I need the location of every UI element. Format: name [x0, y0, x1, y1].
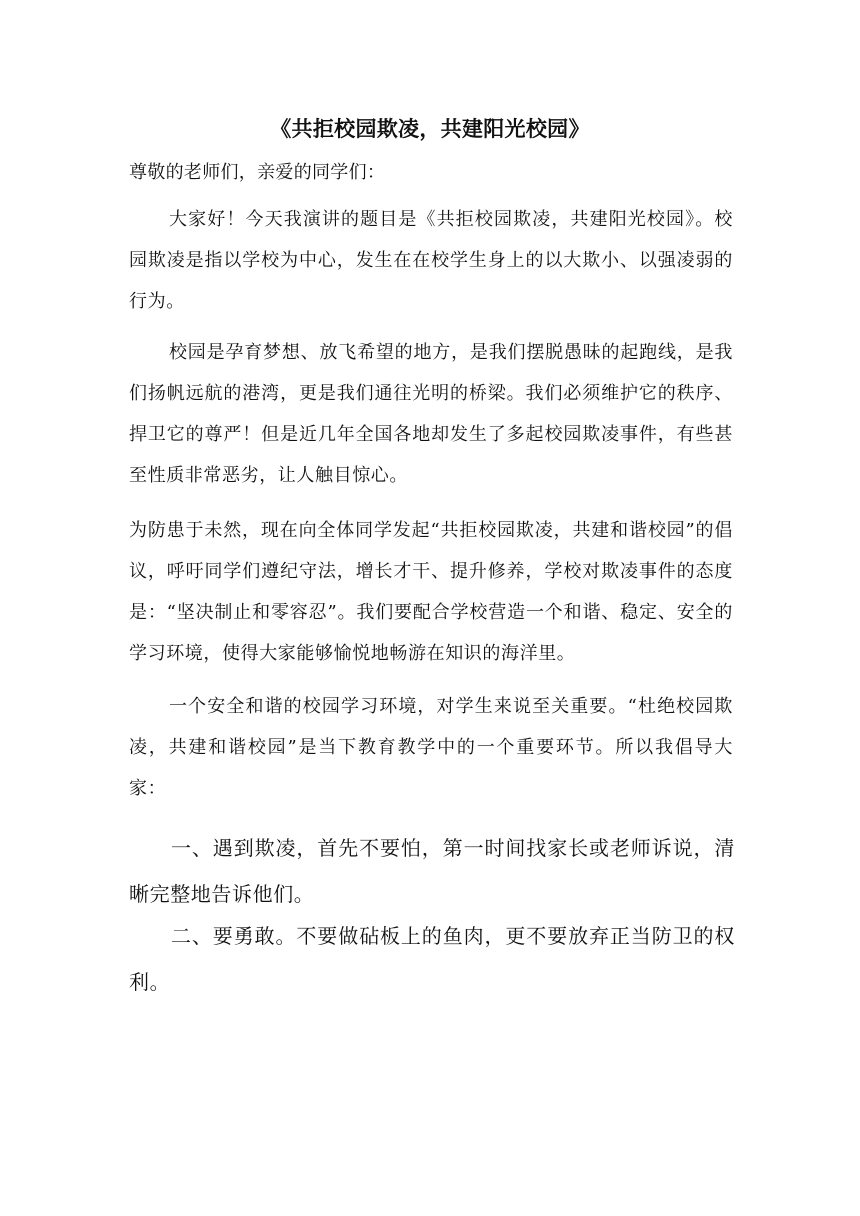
point-two: 二、要勇敢。不要做砧板上的鱼肉，更不要放弃正当防卫的权利。: [129, 924, 735, 994]
paragraph-environment: 一个安全和谐的校园学习环境，对学生来说至关重要。“杜绝校园欺凌，共建和谐校园”是当下教育教学中的一个重要环节。所以我倡导大家：: [129, 696, 733, 799]
point-one: 一、遇到欺凌，首先不要怕，第一时间找家长或老师诉说，清晰完整地告诉他们。: [129, 836, 735, 906]
document-title: 《共拒校园欺凌，共建阳光校园》: [270, 117, 590, 141]
paragraph-initiative: 为防患于未然，现在向全体同学发起“共拒校园欺凌，共建和谐校园”的倡议，呼吁同学们遵纪守法，增长才干、提升修养，学校对欺凌事件的态度是：“坚决制止和零容忍”。我们要配合学校营造一个和谐、稳定、安全的学习环境，使得大家能够愉悦地畅游在知识的海洋里。: [129, 520, 733, 664]
paragraph-campus: 校园是孕育梦想、放飞希望的地方，是我们摆脱愚昧的起跑线，是我们扬帆远航的港湾，更是我们通往光明的桥梁。我们必须维护它的秩序、捍卫它的尊严！但是近几年全国各地却发生了多起校园欺凌事件，有些甚至性质非常恶劣，让人触目惊心。: [129, 342, 733, 486]
paragraph-intro: 大家好！今天我演讲的题目是《共拒校园欺凌，共建阳光校园》。校园欺凌是指以学校为中心，发生在在校学生身上的以大欺小、以强凌弱的行为。: [129, 209, 733, 312]
greeting: 尊敬的老师们，亲爱的同学们：: [129, 162, 386, 183]
